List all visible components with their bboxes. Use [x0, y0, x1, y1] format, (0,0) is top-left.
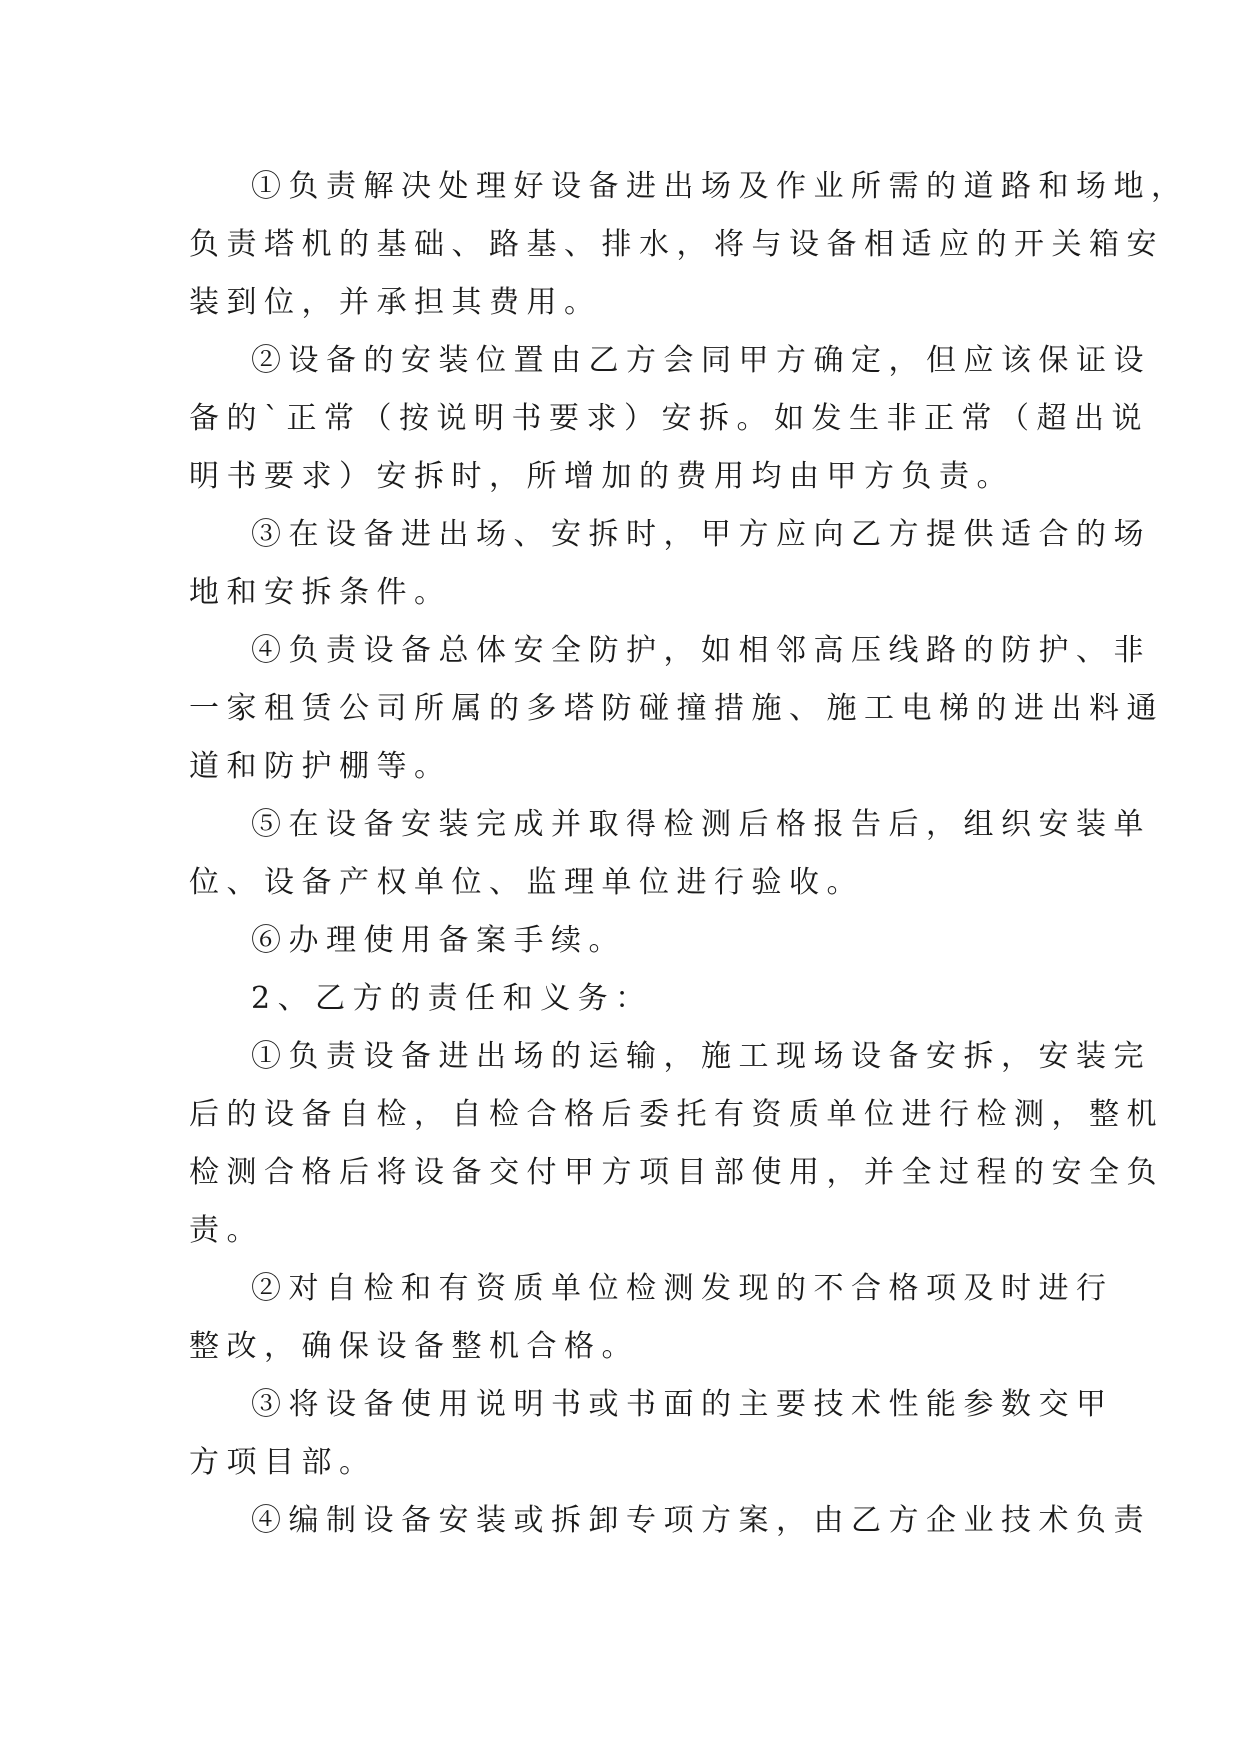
- paragraph: [189, 622, 1164, 796]
- paragraph-line: ①负责解决处理好设备进出场及作业所需的道路和场地，: [251, 169, 1189, 204]
- paragraph-line: ②设备的安装位置由乙方会同甲方确定，但应该保证设: [251, 343, 1151, 378]
- paragraph-line: 整改，确保设备整机合格。: [189, 1329, 639, 1364]
- paragraph: [189, 506, 1151, 622]
- paragraph: [189, 912, 1049, 970]
- paragraph-line: ③将设备使用说明书或书面的主要技术性能参数交甲: [251, 1387, 1114, 1422]
- paragraph: [189, 1028, 1164, 1260]
- paragraph-line: 方项目部。: [189, 1445, 377, 1480]
- paragraph-line: 2、乙方的责任和义务：: [251, 981, 653, 1016]
- paragraph-line: 装到位，并承担其费用。: [189, 285, 602, 320]
- paragraph-line: 后的设备自检，自检合格后委托有资质单位进行检测，整机: [189, 1097, 1164, 1132]
- paragraph: [189, 796, 1151, 912]
- paragraph-line: ④负责设备总体安全防护，如相邻高压线路的防护、非: [251, 633, 1151, 668]
- paragraph-line: 道和防护棚等。: [189, 749, 452, 784]
- paragraph-line: 备的`正常（按说明书要求）安拆。如发生非正常（超出说: [189, 401, 1149, 436]
- paragraph-line: ⑥办理使用备案手续。: [251, 923, 626, 958]
- paragraph-line: ①负责设备进出场的运输，施工现场设备安拆，安装完: [251, 1039, 1151, 1074]
- paragraph-line: ④编制设备安装或拆卸专项方案，由乙方企业技术负责: [251, 1503, 1151, 1538]
- paragraph: [189, 332, 1151, 506]
- paragraph-line: 明书要求）安拆时，所增加的费用均由甲方负责。: [189, 459, 1014, 494]
- paragraph: [189, 1492, 1151, 1550]
- paragraph: [189, 970, 1049, 1028]
- paragraph-line: 位、设备产权单位、监理单位进行验收。: [189, 865, 864, 900]
- paragraph: [189, 1260, 1114, 1376]
- paragraph-line: 检测合格后将设备交付甲方项目部使用，并全过程的安全负: [189, 1155, 1164, 1190]
- paragraph-line: 负责塔机的基础、路基、排水，将与设备相适应的开关箱安: [189, 227, 1164, 262]
- paragraph-line: 一家租赁公司所属的多塔防碰撞措施、施工电梯的进出料通: [189, 691, 1164, 726]
- paragraph: [189, 1376, 1114, 1492]
- paragraph-line: 责。: [189, 1213, 264, 1248]
- paragraph-line: ⑤在设备安装完成并取得检测后格报告后，组织安装单: [251, 807, 1151, 842]
- paragraph-line: ②对自检和有资质单位检测发现的不合格项及时进行: [251, 1271, 1114, 1306]
- paragraph: [189, 158, 1189, 332]
- paragraph-line: ③在设备进出场、安拆时，甲方应向乙方提供适合的场: [251, 517, 1151, 552]
- paragraph-line: 地和安拆条件。: [189, 575, 452, 610]
- document-body: [189, 158, 1189, 1550]
